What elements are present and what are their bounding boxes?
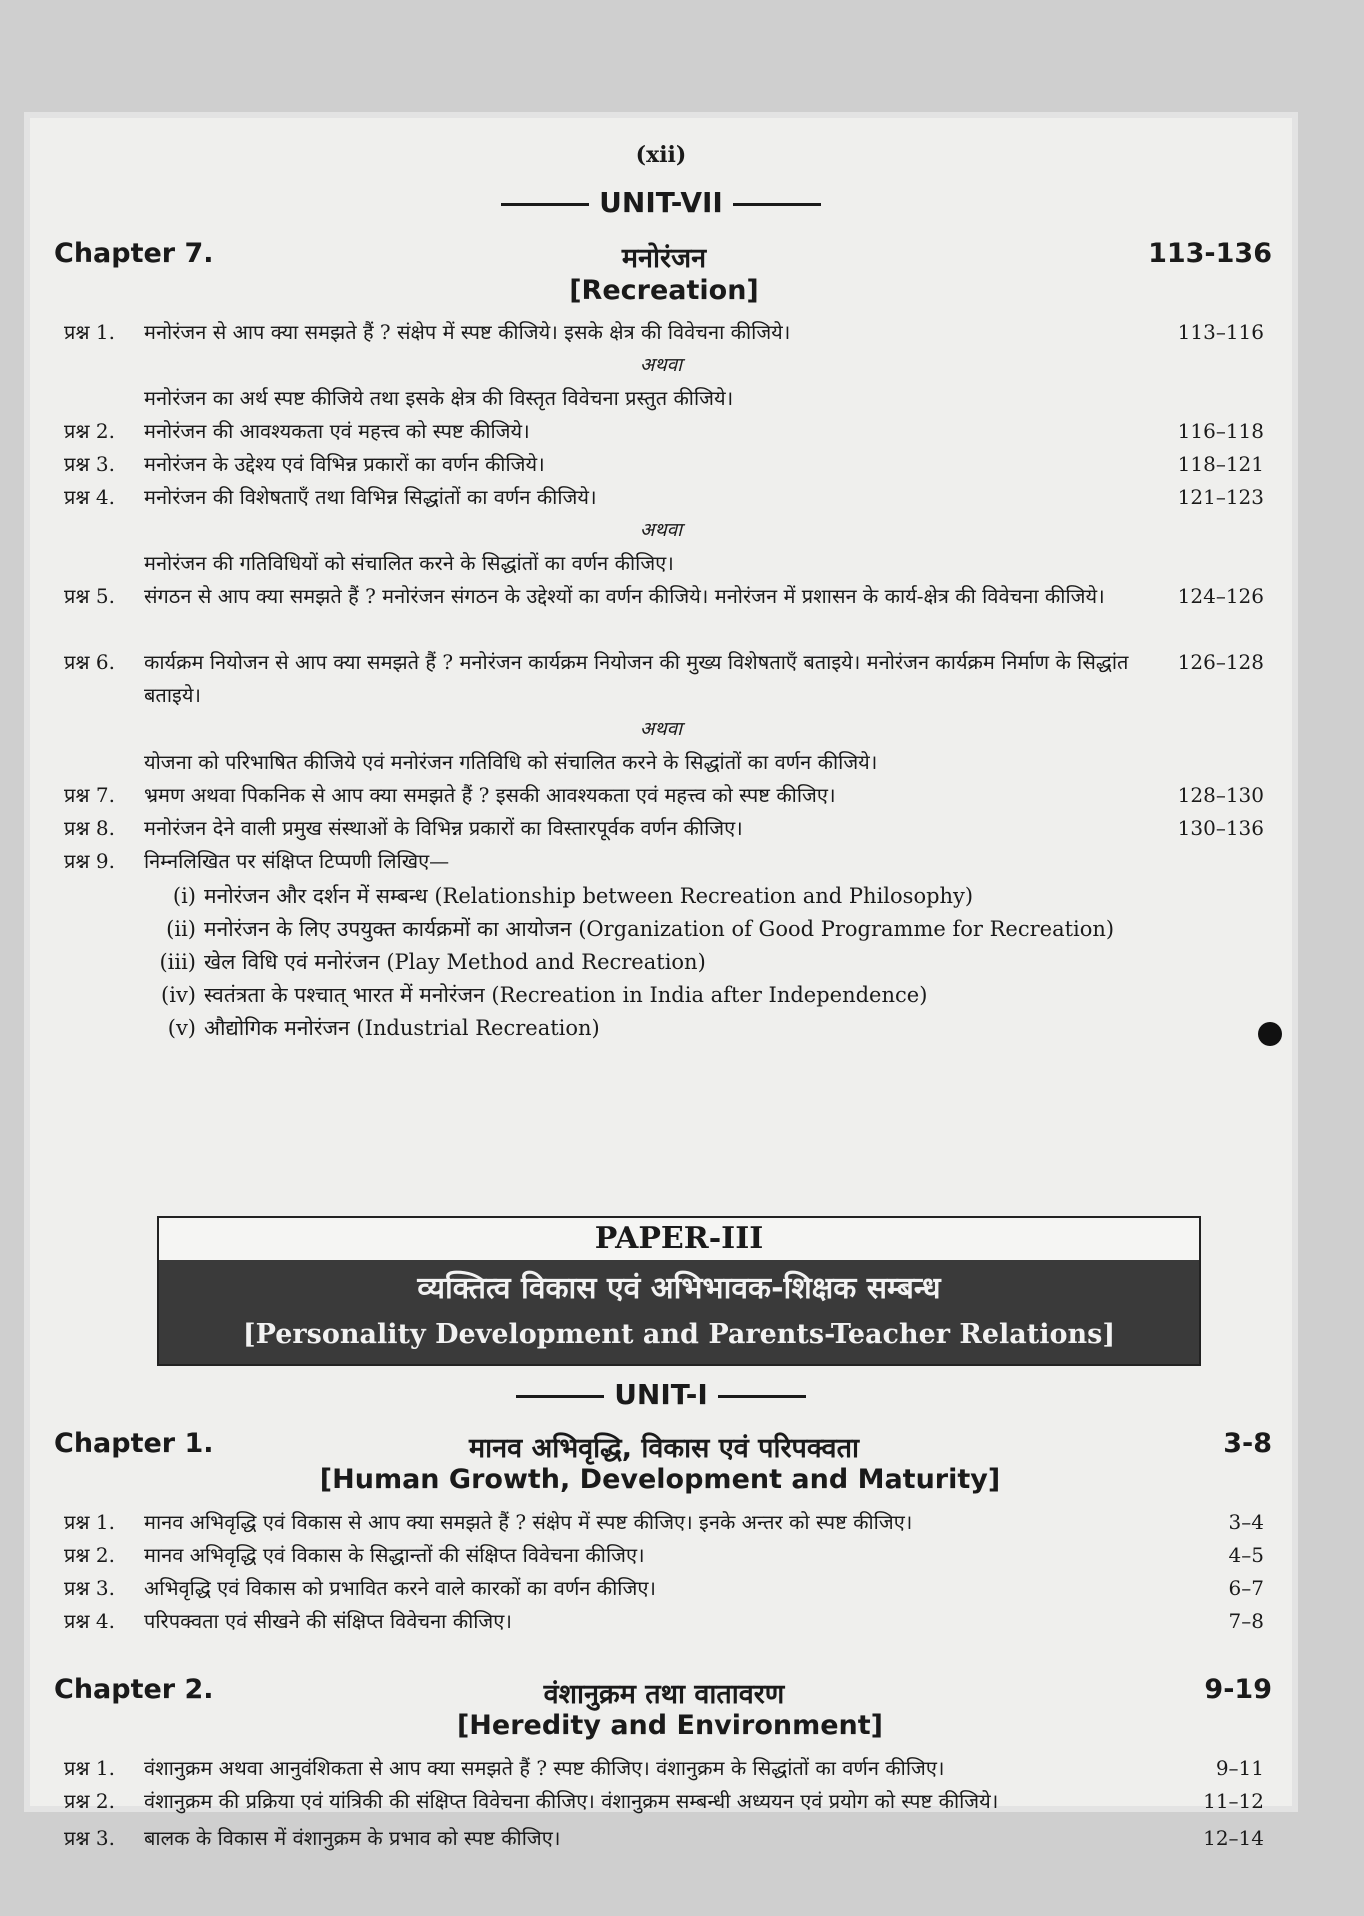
question-text: मनोरंजन के उद्देश्य एवं विभिन्न प्रकारों का वर्णन कीजिये। xyxy=(144,452,545,476)
alternate-question xyxy=(64,746,1264,779)
question-row xyxy=(64,812,1264,845)
question-text: मनोरंजन देने वाली प्रमुख संस्थाओं के विभिन्न प्रकारों का विस्तारपूर्वक वर्णन कीजिए। xyxy=(144,816,743,840)
question-row xyxy=(64,779,1264,812)
chapter-2-title-english: [Heredity and Environment] xyxy=(456,1710,884,1741)
question-number: प्रश्न 2. xyxy=(64,419,115,443)
question-text: मनोरंजन की विशेषताएँ तथा विभिन्न सिद्धांतों का वर्णन कीजिये। xyxy=(144,485,597,509)
question-row xyxy=(64,1506,1264,1539)
unit-i-heading xyxy=(30,1378,1292,1411)
question-text: कार्यक्रम नियोजन से आप क्या समझते हैं ? मनोरंजन कार्यक्रम नियोजन की मुख्य विशेषताएँ बताइये। मनोरंजन कार्यक्रम निर्माण के सिद्धांत बताइये। xyxy=(144,650,1129,707)
list-item: (iii) खेल विधि एवं मनोरंजन (Play Method and Recreation) xyxy=(159,950,706,974)
list-item: (i) मनोरंजन और दर्शन में सम्बन्ध (Relationship between Recreation and Philosophy) xyxy=(172,884,974,908)
question-number: प्रश्न 4. xyxy=(64,485,115,509)
heading-rule-right xyxy=(718,1395,806,1398)
question-pages: 116–118 xyxy=(1177,419,1264,443)
paper-iii-title: PAPER-III xyxy=(594,1221,764,1256)
chapter-1-row xyxy=(54,1428,1272,1464)
question-row xyxy=(64,646,1264,712)
chapter-2-pages: 9-19 xyxy=(1204,1674,1272,1705)
chapter-7-row xyxy=(54,238,1272,274)
question-number: प्रश्न 1. xyxy=(64,320,115,344)
alternate-question-text: मनोरंजन की गतिविधियों को संचालित करने के सिद्धांतों का वर्णन कीजिए। xyxy=(144,551,674,575)
question-text: परिपक्वता एवं सीखने की संक्षिप्त विवेचना कीजिए। xyxy=(144,1609,512,1633)
question-row xyxy=(64,845,1264,878)
question-pages: 11–12 xyxy=(1203,1789,1264,1813)
question-pages: 12–14 xyxy=(1203,1826,1264,1850)
alternate-question-text: योजना को परिभाषित कीजिये एवं मनोरंजन गतिविधि को संचालित करने के सिद्धांतों का वर्णन कीजिये। xyxy=(144,750,878,774)
athva-label: अथवा xyxy=(639,354,683,376)
question-number: प्रश्न 1. xyxy=(64,1510,115,1534)
question-text: मनोरंजन से आप क्या समझते हैं ? संक्षेप में स्पष्ट कीजिये। इसके क्षेत्र की विवेचना कीजिये। xyxy=(144,320,791,344)
athva-label: अथवा xyxy=(639,718,683,740)
unit-vii-heading xyxy=(30,186,1292,219)
question-text: वंशानुक्रम की प्रक्रिया एवं यांत्रिकी की संक्षिप्त विवेचना कीजिए। वंशानुक्रम सम्बन्धी अध्ययन एवं प्रयोग को स्पष्ट कीजिये। xyxy=(144,1789,999,1813)
chapter-7-title-english: [Recreation] xyxy=(569,275,759,306)
paper-iii-banner xyxy=(157,1216,1201,1366)
question-row xyxy=(64,580,1264,613)
question-pages: 128–130 xyxy=(1177,783,1264,807)
list-item: (iv) स्वतंत्रता के पश्चात् भारत में मनोरंजन (Recreation in India after Independence) xyxy=(161,983,928,1007)
question-text: मानव अभिवृद्धि एवं विकास से आप क्या समझते हैं ? संक्षेप में स्पष्ट कीजिए। इनके अन्तर को स्पष्ट कीजिए। xyxy=(144,1510,913,1534)
question-pages: 9–11 xyxy=(1215,1756,1264,1780)
chapter-7-pages: 113-136 xyxy=(1148,238,1272,269)
question-pages: 118–121 xyxy=(1177,452,1264,476)
question-row xyxy=(64,316,1264,349)
question-number: प्रश्न 5. xyxy=(64,584,115,608)
question-pages: 113–116 xyxy=(1177,320,1264,344)
question-pages: 126–128 xyxy=(1177,650,1264,674)
heading-rule-left xyxy=(501,203,589,206)
question-text: मनोरंजन की आवश्यकता एवं महत्त्व को स्पष्ट कीजिये। xyxy=(144,419,530,443)
chapter-1-pages: 3-8 xyxy=(1223,1428,1272,1459)
paper-iii-subject-english: [Personality Development and Parents-Teacher Relations] xyxy=(242,1319,1116,1350)
question-pages: 3–4 xyxy=(1228,1510,1264,1534)
question-number: प्रश्न 9. xyxy=(64,849,115,873)
chapter-7-label: Chapter 7. xyxy=(54,238,214,269)
question-number: प्रश्न 2. xyxy=(64,1543,115,1567)
question-text: मानव अभिवृद्धि एवं विकास के सिद्धान्तों की संक्षिप्त विवेचना कीजिए। xyxy=(144,1543,645,1567)
question-row xyxy=(64,1822,1264,1855)
unit-vii-label: UNIT-VII xyxy=(599,186,723,219)
chapter-1-title-english: [Human Growth, Development and Maturity] xyxy=(319,1464,1001,1495)
question-row xyxy=(64,1605,1264,1638)
question-row xyxy=(64,1752,1264,1785)
question-row xyxy=(64,415,1264,448)
question-text: संगठन से आप क्या समझते हैं ? मनोरंजन संगठन के उद्देश्यों का वर्णन कीजिये। मनोरंजन में प्रशासन के कार्य-क्षेत्र की विवेचना कीजिये। xyxy=(144,584,1105,608)
question-text: अभिवृद्धि एवं विकास को प्रभावित करने वाले कारकों का वर्णन कीजिए। xyxy=(144,1576,656,1600)
question-number: प्रश्न 2. xyxy=(64,1789,115,1813)
chapter-2-label: Chapter 2. xyxy=(54,1674,214,1705)
question-number: प्रश्न 8. xyxy=(64,816,115,840)
question-text: भ्रमण अथवा पिकनिक से आप क्या समझते हैं ? इसकी आवश्यकता एवं महत्त्व को स्पष्ट कीजिए। xyxy=(144,783,836,807)
question-number: प्रश्न 3. xyxy=(64,452,115,476)
unit-i-label: UNIT-I xyxy=(614,1378,708,1411)
question-text: वंशानुक्रम अथवा आनुवंशिकता से आप क्या समझते हैं ? स्पष्ट कीजिए। वंशानुक्रम के सिद्धांतों का वर्णन कीजिए। xyxy=(144,1756,945,1780)
question-pages: 4–5 xyxy=(1228,1543,1264,1567)
question-number: प्रश्न 7. xyxy=(64,783,115,807)
chapter-2-row xyxy=(54,1674,1272,1710)
question-row xyxy=(64,1785,1264,1818)
question-number: प्रश्न 3. xyxy=(64,1576,115,1600)
paper-iii-subject-band xyxy=(159,1260,1199,1364)
heading-rule-left xyxy=(516,1395,604,1398)
alternate-question xyxy=(64,382,1264,415)
question-text: निम्नलिखित पर संक्षिप्त टिप्पणी लिखिए— xyxy=(144,849,450,873)
question-pages: 7–8 xyxy=(1228,1609,1264,1633)
document-page xyxy=(30,118,1292,1813)
chapter-7-title-hindi: मनोरंजन xyxy=(621,243,707,274)
list-item: (v) औद्योगिक मनोरंजन (Industrial Recreation) xyxy=(167,1016,600,1040)
chapter-2-title-hindi: वंशानुक्रम तथा वातावरण xyxy=(543,1679,785,1710)
chapter-1-label: Chapter 1. xyxy=(54,1428,214,1459)
bullet-dot-icon xyxy=(1258,1022,1282,1046)
paper-iii-subject-hindi: व्यक्तित्व विकास एवं अभिभावक-शिक्षक सम्बन्ध xyxy=(417,1271,941,1306)
short-notes-list xyxy=(148,880,1114,1045)
heading-rule-right xyxy=(733,203,821,206)
question-pages: 6–7 xyxy=(1228,1576,1264,1600)
alternate-question xyxy=(64,547,1264,580)
question-pages: 130–136 xyxy=(1177,816,1264,840)
page-number: (xii) xyxy=(635,142,687,168)
question-row xyxy=(64,1572,1264,1605)
question-number: प्रश्न 1. xyxy=(64,1756,115,1780)
question-row xyxy=(64,481,1264,514)
question-pages: 121–123 xyxy=(1177,485,1264,509)
chapter-1-title-hindi: मानव अभिवृद्धि, विकास एवं परिपक्वता xyxy=(469,1433,859,1464)
list-item: (ii) मनोरंजन के लिए उपयुक्त कार्यक्रमों का आयोजन (Organization of Good Programme for Recreation) xyxy=(166,917,1115,941)
question-number: प्रश्न 3. xyxy=(64,1826,115,1850)
question-row xyxy=(64,448,1264,481)
question-pages: 124–126 xyxy=(1177,584,1264,608)
athva-label: अथवा xyxy=(639,519,683,541)
alternate-question-text: मनोरंजन का अर्थ स्पष्ट कीजिये तथा इसके क्षेत्र की विस्तृत विवेचना प्रस्तुत कीजिये। xyxy=(144,386,734,410)
question-number: प्रश्न 6. xyxy=(64,650,115,674)
question-number: प्रश्न 4. xyxy=(64,1609,115,1633)
question-text: बालक के विकास में वंशानुक्रम के प्रभाव को स्पष्ट कीजिए। xyxy=(144,1826,561,1850)
question-row xyxy=(64,1539,1264,1572)
